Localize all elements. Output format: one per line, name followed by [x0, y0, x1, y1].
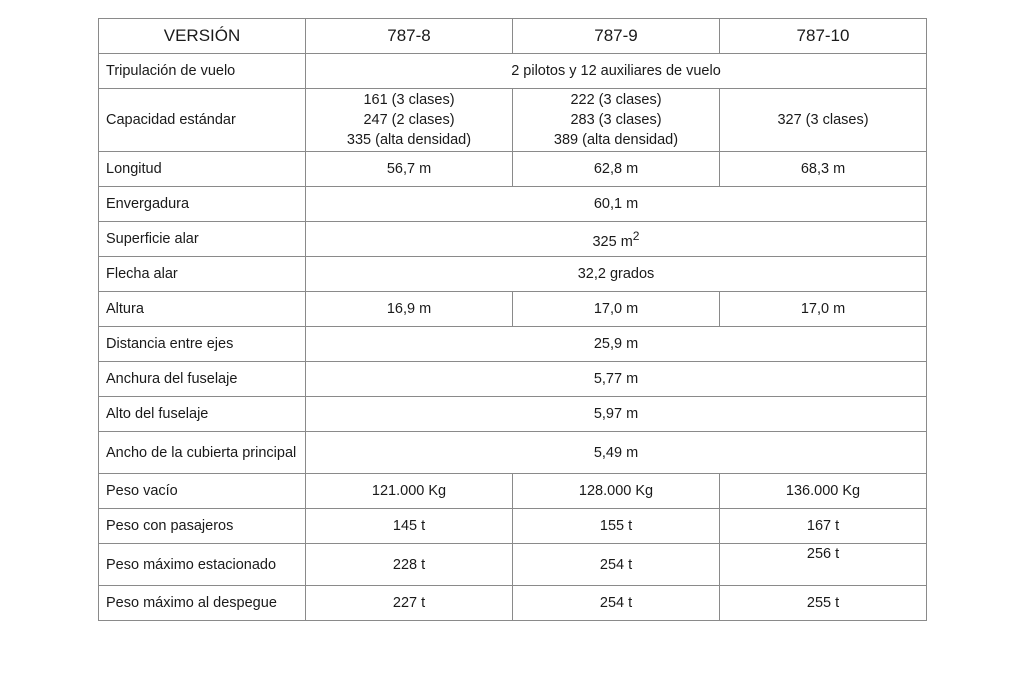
row-label: Peso máximo estacionado	[99, 544, 306, 586]
cell-value: 255 t	[720, 586, 927, 621]
table-row	[99, 474, 927, 509]
table-row	[99, 397, 927, 432]
table-row	[99, 257, 927, 292]
cell-value: 121.000 Kg	[306, 474, 513, 509]
cell-text: 325 m	[592, 233, 633, 250]
header-787-10: 787-10	[720, 19, 927, 54]
row-label: Peso máximo al despegue	[99, 586, 306, 621]
cell-value: 254 t	[513, 586, 720, 621]
header-version: VERSIÓN	[99, 19, 306, 54]
cell-value	[306, 89, 513, 152]
cell-value: 256 t	[720, 544, 927, 586]
table-row	[99, 292, 927, 327]
row-label: Superficie alar	[99, 222, 306, 257]
cell-value: 155 t	[513, 509, 720, 544]
cell-value: 56,7 m	[306, 152, 513, 187]
table-row	[99, 152, 927, 187]
cell-value: 17,0 m	[720, 292, 927, 327]
row-label: Ancho de la cubierta principal	[99, 432, 306, 474]
row-label: Tripulación de vuelo	[99, 54, 306, 89]
row-label: Peso con pasajeros	[99, 509, 306, 544]
cell-value	[513, 89, 720, 152]
row-label: Distancia entre ejes	[99, 327, 306, 362]
cell-value: 5,97 m	[306, 397, 927, 432]
table-row	[99, 509, 927, 544]
row-label: Capacidad estándar	[99, 89, 306, 152]
header-787-8: 787-8	[306, 19, 513, 54]
cell-value: 145 t	[306, 509, 513, 544]
cell-value: 136.000 Kg	[720, 474, 927, 509]
cell-value: 167 t	[720, 509, 927, 544]
header-row	[99, 19, 927, 54]
table-row	[99, 544, 927, 586]
table-row	[99, 222, 927, 257]
cell-line: 161 (3 clases)	[363, 92, 455, 108]
cell-value: 62,8 m	[513, 152, 720, 187]
cell-value: 60,1 m	[306, 187, 927, 222]
cell-value: 2 pilotos y 12 auxiliares de vuelo	[306, 54, 927, 89]
header-787-9: 787-9	[513, 19, 720, 54]
table-row	[99, 89, 927, 152]
table-row	[99, 187, 927, 222]
cell-value: 5,77 m	[306, 362, 927, 397]
cell-value: 5,49 m	[306, 432, 927, 474]
cell-value: 17,0 m	[513, 292, 720, 327]
table-row	[99, 586, 927, 621]
cell-line: 247 (2 clases)	[363, 112, 455, 128]
row-label: Flecha alar	[99, 257, 306, 292]
row-label: Altura	[99, 292, 306, 327]
table-row	[99, 54, 927, 89]
cell-value: 327 (3 clases)	[720, 89, 927, 152]
cell-value: 16,9 m	[306, 292, 513, 327]
cell-line: 335 (alta densidad)	[346, 132, 472, 148]
cell-value: 68,3 m	[720, 152, 927, 187]
superscript: 2	[632, 229, 640, 244]
table-row	[99, 362, 927, 397]
cell-line: 389 (alta densidad)	[553, 132, 679, 148]
table-row	[99, 327, 927, 362]
cell-value: 254 t	[513, 544, 720, 586]
cell-value	[306, 222, 927, 257]
cell-value: 227 t	[306, 586, 513, 621]
table-row	[99, 432, 927, 474]
cell-value: 228 t	[306, 544, 513, 586]
row-label: Envergadura	[99, 187, 306, 222]
row-label: Longitud	[99, 152, 306, 187]
row-label: Alto del fuselaje	[99, 397, 306, 432]
row-label: Anchura del fuselaje	[99, 362, 306, 397]
cell-value: 25,9 m	[306, 327, 927, 362]
row-label: Peso vacío	[99, 474, 306, 509]
specifications-table	[98, 18, 927, 621]
cell-value: 32,2 grados	[306, 257, 927, 292]
cell-value: 128.000 Kg	[513, 474, 720, 509]
cell-line: 283 (3 clases)	[570, 112, 662, 128]
cell-line: 222 (3 clases)	[570, 92, 662, 108]
